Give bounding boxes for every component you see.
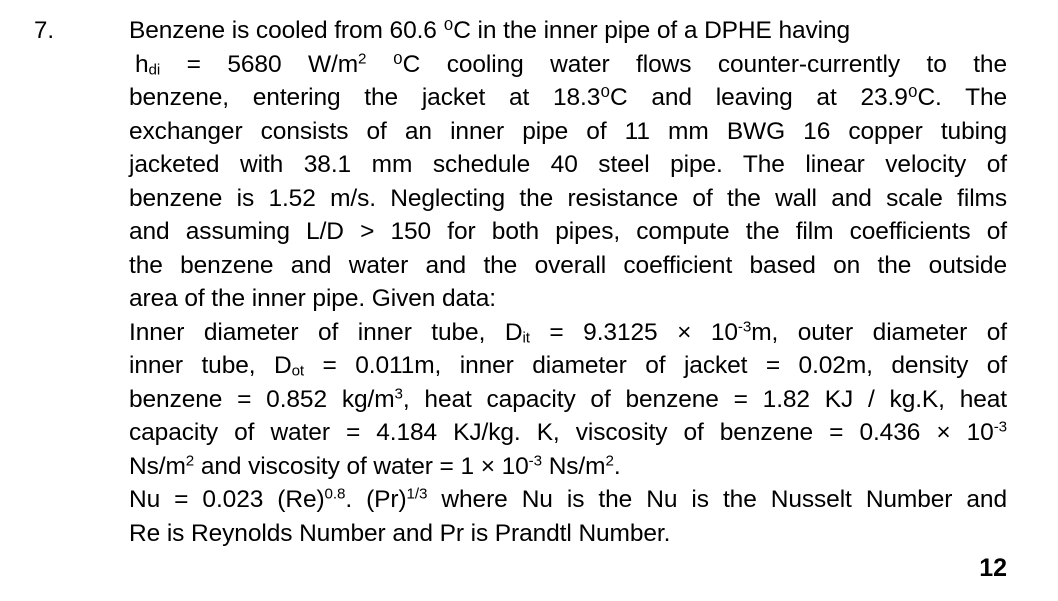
given-line-4 xyxy=(129,416,1007,450)
text-inner-tube: inner tube, D xyxy=(129,352,292,379)
question-line-4: exchanger consists of an inner pipe of 11 mm BWG 16 copper tubing xyxy=(129,117,1007,145)
superscript-2: 2 xyxy=(605,452,614,470)
superscript-minus-3: -3 xyxy=(993,418,1007,436)
given-line-5 xyxy=(129,450,1007,484)
question-number: 7. xyxy=(34,17,55,44)
text-hdi-value: = 5680 W/m xyxy=(160,50,359,78)
text-water-capacity: capacity of water = 4.184 KJ/kg. K, viscosity of benzene = 0.436 × 10 xyxy=(129,419,994,446)
text-ns-unit: Ns/m xyxy=(541,452,606,480)
subscript-di: di xyxy=(148,60,161,78)
superscript-3: 3 xyxy=(394,385,403,403)
subscript-it: it xyxy=(522,328,530,346)
given-line-1 xyxy=(129,316,1007,350)
text-period: . xyxy=(613,452,621,480)
superscript-2: 2 xyxy=(185,452,195,470)
question-line-6: benzene is 1.52 m/s. Neglecting the resistance of the wall and scale films xyxy=(129,184,1007,212)
question-line-5: jacketed with 38.1 mm schedule 40 steel pipe. The linear velocity of xyxy=(129,151,1007,178)
text-outer-diameter: m, outer diameter of xyxy=(751,318,1007,346)
text-nusselt-formula: Nu = 0.023 (Re) xyxy=(129,486,325,513)
superscript-minus-3: -3 xyxy=(528,452,542,470)
text-benzene-density: benzene = 0.852 kg/m xyxy=(129,385,395,413)
superscript-2: 2 xyxy=(358,50,367,68)
superscript-minus-3: -3 xyxy=(737,318,752,336)
text-heat-capacity: , heat capacity of benzene = 1.82 KJ / kg.K, heat xyxy=(402,385,1007,413)
question-text xyxy=(129,14,1007,550)
text-dit-value: = 9.3125 × 10 xyxy=(529,318,738,346)
subscript-ot: ot xyxy=(291,362,305,380)
formula-line xyxy=(129,483,1007,517)
given-line-3 xyxy=(129,383,1007,417)
text-formula-explanation: where Nu is the Nu is the Nusselt Number and xyxy=(427,486,1007,513)
superscript-one-third: 1/3 xyxy=(406,485,428,503)
question-line-8: the benzene and water and the overall coefficient based on the outside xyxy=(129,251,1007,279)
definition-line: Re is Reynolds Number and Pr is Prandtl Number. xyxy=(129,519,671,547)
question-line-9: area of the inner pipe. Given data: xyxy=(129,285,496,312)
text-dot-value: = 0.011m, inner diameter of jacket = 0.02m, density of xyxy=(304,352,1007,379)
text-ns-unit: Ns/m xyxy=(129,452,186,480)
text-water-viscosity: and viscosity of water = 1 × 10 xyxy=(194,452,529,480)
superscript-0-8: 0.8 xyxy=(324,485,346,503)
text-prandtl: . (Pr) xyxy=(345,486,407,513)
text-inner-diameter: Inner diameter of inner tube, D xyxy=(129,318,523,346)
marks-value: 12 xyxy=(979,554,1007,582)
question-line-7: and assuming L/D > 150 for both pipes, compute the film coefficients of xyxy=(129,218,1007,245)
question-line-3: benzene, entering the jacket at 18.3⁰C and leaving at 23.9⁰C. The xyxy=(129,84,1007,111)
question-line-2 xyxy=(129,48,1007,82)
text-cooling-water: ⁰C cooling water flows counter-currently to the xyxy=(366,50,1007,78)
question-line-1: Benzene is cooled from 60.6 ⁰C in the inner pipe of a DPHE having xyxy=(129,17,851,44)
given-line-2 xyxy=(129,349,1007,383)
text-h: h xyxy=(135,50,149,78)
